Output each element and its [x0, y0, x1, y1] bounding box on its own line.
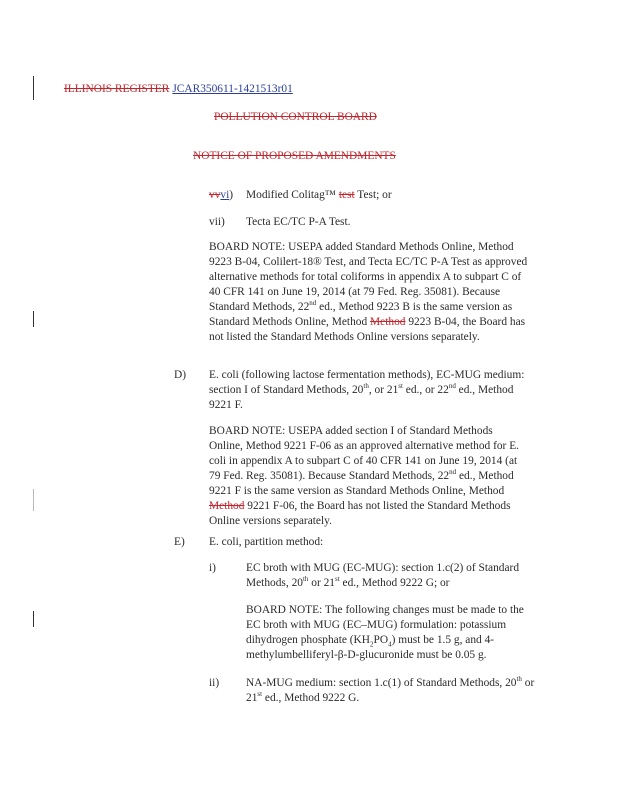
- item-Eii-text: [246, 676, 536, 706]
- text: NA-MUG medium: section 1.c(1) of Standard Methods, 20: [246, 677, 517, 689]
- text: BOARD NOTE: USEPA added section I of Standard Methods Online, Method 9221 F-06 as an approved alternative method for E. coli in appendix A to subpart C of 40 CFR 141 on June 19, 2014 (at 79 Fed. Reg. 35081). Because Standard Methods, 22: [209, 425, 519, 482]
- superscript: th: [302, 575, 309, 584]
- text: BOARD NOTE: USEPA added Standard Methods Online, Method 9223 B-04, Colilert-18® Test, and Tecta EC/TC P-A Test as approved alternative methods for total coliforms in appendix A to subpart C of 40 CFR 141 on June 19, 2014 (at 79 Fed. Reg. 35081). Because Standard Methods, 22: [209, 241, 528, 313]
- item-Ei-text: [246, 561, 536, 591]
- text: or 21: [246, 677, 535, 704]
- text: PO: [373, 634, 389, 646]
- marker-inserted: vi: [220, 189, 230, 201]
- item-vi-marker: [209, 188, 233, 203]
- item-Eii-marker: ii): [209, 677, 220, 689]
- item-E-text: E. coli, partition method:: [209, 536, 324, 548]
- item-Ei-marker: i): [209, 562, 216, 574]
- subscript: 4: [388, 640, 392, 649]
- superscript: nd: [448, 382, 456, 391]
- superscript: st: [257, 690, 263, 699]
- subscript: 2: [370, 640, 374, 649]
- item-E-marker: E): [174, 536, 185, 548]
- register-title-struck: ILLINOIS REGISTER: [64, 83, 170, 95]
- superscript: th: [516, 675, 522, 684]
- change-bar: [33, 76, 34, 100]
- change-bar: [33, 489, 34, 511]
- text: 9223 B-04, the Board has not listed the Standard Methods Online versions separately.: [209, 316, 526, 343]
- change-bar: [33, 611, 34, 627]
- text: ed., Method 9221 F is the same version as Standard Methods Online, Method: [209, 470, 514, 497]
- item-vii-marker: vii): [209, 216, 225, 228]
- register-header: [64, 82, 293, 97]
- notice-title: [193, 149, 396, 164]
- text: or 21: [308, 577, 335, 589]
- text: Modified Colitag™: [246, 189, 336, 201]
- struck-text: Method: [370, 316, 406, 328]
- jcar-id: JCAR350611-1421513r01: [172, 83, 293, 95]
- item-vi-text: [246, 188, 392, 203]
- superscript: st: [398, 382, 403, 391]
- superscript: nd: [449, 468, 457, 477]
- text: , or 21: [368, 384, 399, 396]
- item-D-marker: D): [174, 369, 187, 381]
- text: ed., Method 9223 B is the same version as Standard Methods Online, Method: [209, 301, 513, 328]
- item-vii-text: Tecta EC/TC P-A Test.: [246, 216, 351, 228]
- board-note-2: [209, 424, 529, 529]
- board-name-struck: POLLUTION CONTROL BOARD: [214, 111, 377, 123]
- text: E. coli (following lactose fermentation methods), EC-MUG medium: section I of Standard Methods, 20: [209, 369, 525, 396]
- text: BOARD NOTE: The following changes must be made to the EC broth with MUG (EC–MUG) formulation: potassium dihydrogen phosphate (KH: [246, 604, 524, 646]
- struck-text: test: [338, 189, 355, 201]
- superscript: nd: [309, 299, 317, 308]
- marker-paren: ): [229, 189, 234, 201]
- item-D-text: [209, 368, 534, 413]
- marker-struck: vv: [209, 189, 221, 201]
- superscript: st: [335, 575, 340, 584]
- text: ) must be 1.5 g, and 4-methylumbelliferyl-β-D-glucuronide must be 0.05 g.: [246, 634, 495, 661]
- notice-title-struck: NOTICE OF PROPOSED AMENDMENTS: [193, 150, 396, 162]
- text: EC broth with MUG (EC-MUG): section 1.c(2) of Standard Methods, 20: [246, 562, 520, 589]
- change-bar: [33, 311, 34, 327]
- struck-text: Method: [209, 500, 245, 512]
- text: ed., or 22: [402, 384, 449, 396]
- text: ed., Method 9222 G; or: [339, 577, 450, 589]
- text: ed., Method 9221 F.: [209, 384, 514, 411]
- board-note-1: [209, 240, 529, 345]
- text: ed., Method 9222 G.: [262, 692, 360, 704]
- superscript: th: [363, 382, 369, 391]
- board-name: [214, 110, 377, 125]
- text: Test; or: [357, 189, 392, 201]
- text: 9221 F-06, the Board has not listed the Standard Methods Online versions separately.: [209, 500, 511, 527]
- board-note-3: [246, 603, 536, 663]
